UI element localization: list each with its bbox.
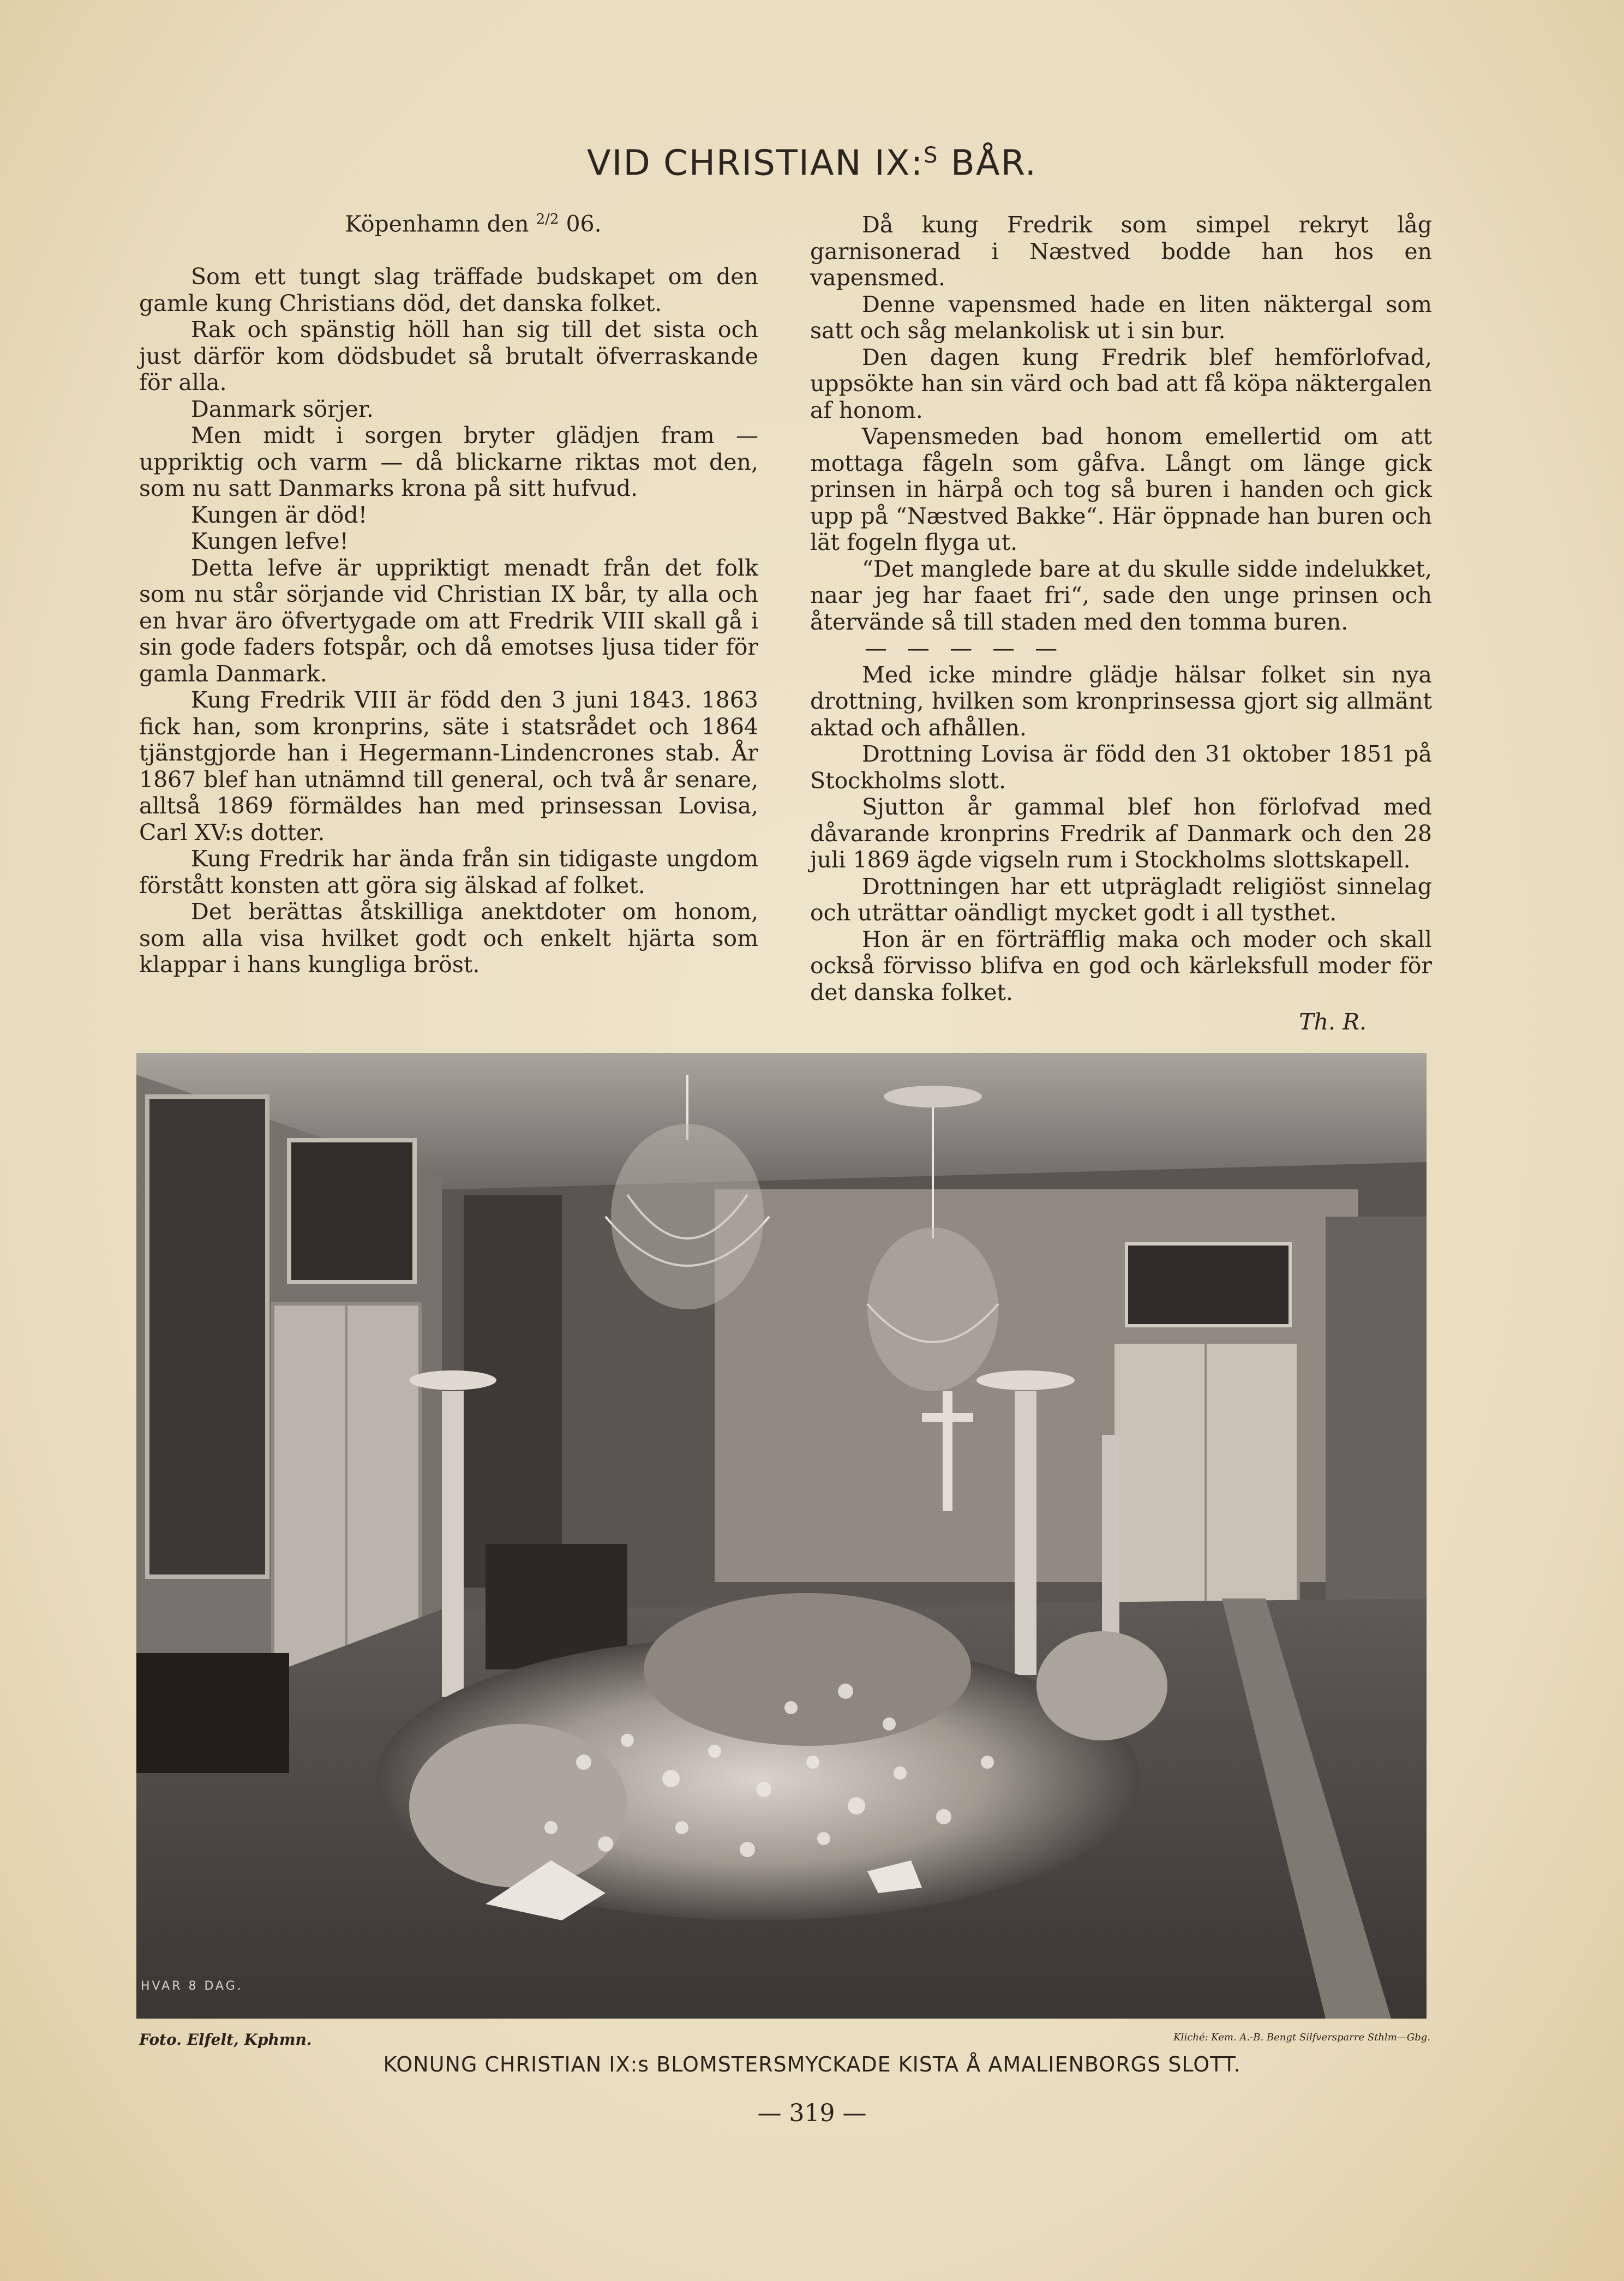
article-title: VID CHRISTIAN IX:$^S$ BÅR. (586, 143, 1038, 184)
paragraph: Kungen lefve! (191, 528, 349, 555)
dateline: Köpenhamn den $^{2/2}$ 06. (345, 211, 602, 237)
paragraph: Med icke mindre glädje hälsar folket sin nya drottning, hvilken som kronprinsessa gjort sig allmänt aktad och afhållen. (810, 661, 1432, 741)
page-number: — 319 — (757, 2099, 867, 2127)
engraving-credit: Kliché: Kem. A.-B. Bengt Silfversparre Sthlm—Gbg. (1173, 2032, 1430, 2043)
author-signature: Th. R. (1299, 1009, 1367, 1035)
photo-caption: KONUNG CHRISTIAN IX:s BLOMSTERSMYCKADE KISTA Å AMALIENBORGS SLOTT. (383, 2052, 1241, 2076)
photo-illustration (136, 1053, 1427, 2019)
paragraph: Detta lefve är uppriktigt menadt från det folk som nu står sörjande vid Christian IX bår, ty alla och en hvar äro öfvertygade om att Fredrik VIII skall gå i sin gode faders fotspår, och då emotses ljusa tider för gamla Danmark. (139, 554, 758, 687)
right-text-column (810, 212, 1432, 1035)
paragraph: Kung Fredrik VIII är född den 3 juni 1843. 1863 fick han, som kronprins, säte i statsrådet och 1864 tjänstgjorde han i Hegermann-Lindencrones stab. År 1867 blef han utnämnd till general, och två år senare, alltså 1869 förmäldes han med prinsessan Lovisa, Carl XV:s dotter. (139, 687, 758, 846)
paragraph: Rak och spänstig höll han sig till det sista och just därför kom dödsbudet så brutalt öfverraskande för alla. (139, 316, 758, 396)
paragraph: Kungen är död! (191, 501, 368, 528)
paragraph: Kung Fredrik har ända från sin tidigaste ungdom förstått konsten att göra sig älskad af folket. (139, 846, 758, 899)
paragraph: Drottning Lovisa är född den 31 oktober 1851 på Stockholms slott. (810, 741, 1432, 794)
photo-watermark: HVAR 8 DAG. (141, 1979, 243, 1993)
section-separator: — — — — — (865, 635, 1064, 661)
paragraph: “Det manglede bare at du skulle sidde indelukket, naar jeg har faaet fri“, sade den unge prinsen och återvände så till staden med den tomma buren. (810, 555, 1432, 635)
paragraph: Drottningen har ett utprägladt religiöst sinnelag och uträttar oändligt mycket godt i all tysthet. (810, 873, 1432, 926)
paragraph: Då kung Fredrik som simpel rekryt låg garnisonerad i Næstved bodde han hos en vapensmed. (810, 212, 1432, 291)
coffin-photograph (136, 1053, 1427, 2019)
paragraph: Vapensmeden bad honom emellertid om att mottaga fågeln som gåfva. Långt om länge gick prinsen in härpå och tog så buren i handen och gick upp på “Næstved Bakke“. Här öppnade han buren och lät fogeln flyga ut. (810, 423, 1432, 555)
paragraph: Den dagen kung Fredrik blef hemförlofvad, uppsökte han sin värd och bad att få köpa näktergalen af honom. (810, 344, 1432, 423)
paragraph: Sjutton år gammal blef hon förlofvad med dåvarande kronprins Fredrik af Danmark och den 28 juli 1869 ägde vigseln rum i Stockholms slottskapell. (810, 794, 1432, 873)
paragraph: Som ett tungt slag träffade budskapet om den gamle kung Christians död, det danska folket. (139, 264, 758, 316)
paragraph: Danmark sörjer. (191, 396, 374, 422)
photo-credit: Foto. Elfelt, Kphmn. (139, 2031, 312, 2049)
left-text-column (139, 206, 758, 978)
paragraph: Hon är en förträfflig maka och moder och skall också förvisso blifva en god och kärleksfull moder för det danska folket. (810, 926, 1432, 1005)
paragraph: Denne vapensmed hade en liten näktergal som satt och såg melankolisk ut i sin bur. (810, 291, 1432, 344)
paragraph: Men midt i sorgen bryter glädjen fram — uppriktig och varm — då blickarne riktas mot den, som nu satt Danmarks krona på sitt hufvud. (139, 422, 758, 502)
paragraph: Det berättas åtskilliga anektdoter om honom, som alla visa hvilket godt och enkelt hjärta som klappar i hans kungliga bröst. (139, 899, 758, 978)
